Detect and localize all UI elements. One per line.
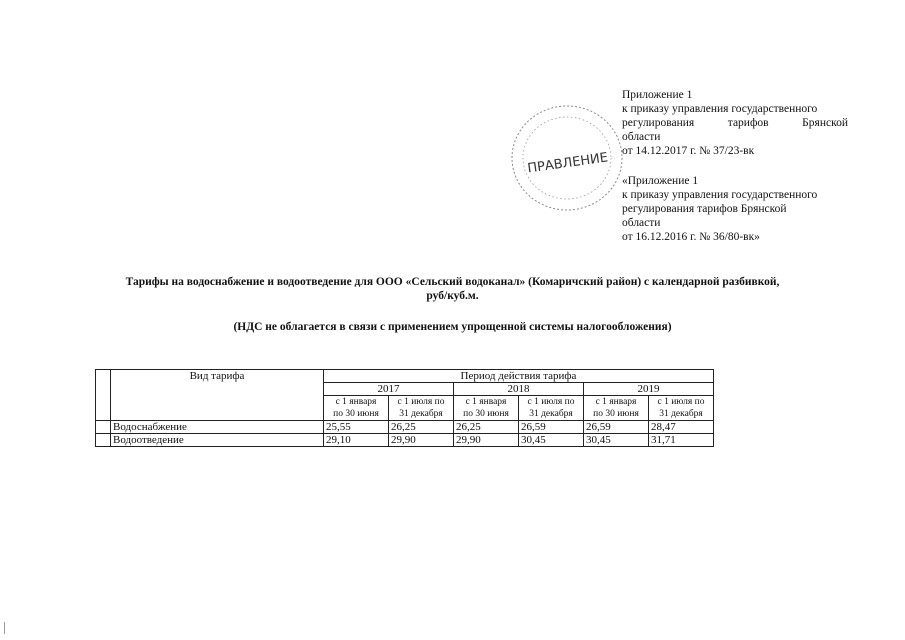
document-title-line2: руб/куб.м.	[426, 290, 479, 302]
row-number-cell	[96, 434, 111, 447]
period-2019-h1: с 1 января по 30 июня	[584, 396, 649, 421]
appendix-previous-line5: от 16.12.2016 г. № 36/80-вк»	[622, 231, 760, 243]
appendix-current-line3-word3: Брянской	[802, 117, 848, 129]
table-header-row	[96, 370, 714, 383]
period-2017-h2: с 1 июля по 31 декабря	[389, 396, 454, 421]
appendix-current-line1: Приложение 1	[622, 89, 693, 101]
period-2019-h2: с 1 июля по 31 декабря	[649, 396, 714, 421]
appendix-previous-header	[622, 174, 852, 244]
appendix-previous-line1: «Приложение 1	[622, 175, 699, 187]
scan-edge-mark	[4, 622, 5, 634]
document-title	[70, 275, 835, 303]
stamp-text: ПРАВЛЕНИЕ	[526, 150, 609, 177]
appendix-current-line3	[622, 116, 848, 130]
value-cell: 30,45	[519, 434, 584, 447]
vat-note: (НДС не облагается в связи с применением упрощенной системы налогообложения)	[233, 321, 672, 333]
document-title-line1: Тарифы на водоснабжение и водоотведение для ООО «Сельский водоканал» (Комаричский район) с календарной разбивкой,	[125, 276, 780, 288]
header-number-cell	[96, 370, 111, 421]
appendix-current-line3-word1: регулирования	[622, 117, 695, 129]
value-cell: 26,59	[584, 421, 649, 434]
table-row	[96, 434, 714, 447]
appendix-current-line4: области	[622, 131, 661, 143]
appendix-current-line2: к приказу управления государственного	[622, 103, 818, 115]
appendix-current-line5: от 14.12.2017 г. № 37/23-вк	[622, 145, 755, 157]
value-cell: 26,25	[454, 421, 519, 434]
appendix-current-header	[622, 88, 848, 158]
value-cell: 29,10	[324, 434, 389, 447]
table-row	[96, 421, 714, 434]
value-cell: 28,47	[649, 421, 714, 434]
appendix-current-line3-word2: тарифов	[727, 117, 769, 129]
row-name-cell: Водоотведение	[111, 434, 324, 447]
row-number-cell	[96, 421, 111, 434]
tariffs-table	[95, 369, 714, 447]
row-name-cell: Водоснабжение	[111, 421, 324, 434]
appendix-previous-line4: области	[622, 217, 661, 229]
value-cell: 26,25	[389, 421, 454, 434]
appendix-previous-line2: к приказу управления государственного	[622, 189, 818, 201]
value-cell: 29,90	[454, 434, 519, 447]
appendix-previous-line3: регулирования тарифов Брянской	[622, 203, 787, 215]
period-2018-h1: с 1 января по 30 июня	[454, 396, 519, 421]
value-cell: 31,71	[649, 434, 714, 447]
value-cell: 26,59	[519, 421, 584, 434]
header-period-cell: Период действия тарифа	[324, 370, 714, 383]
header-type-cell: Вид тарифа	[111, 370, 324, 421]
period-2018-h2: с 1 июля по 31 декабря	[519, 396, 584, 421]
value-cell: 29,90	[389, 434, 454, 447]
header-year-2019: 2019	[584, 383, 714, 396]
period-2017-h1: с 1 января по 30 июня	[324, 396, 389, 421]
header-year-2018: 2018	[454, 383, 584, 396]
value-cell: 25,55	[324, 421, 389, 434]
header-year-2017: 2017	[324, 383, 454, 396]
value-cell: 30,45	[584, 434, 649, 447]
official-stamp	[507, 98, 637, 216]
